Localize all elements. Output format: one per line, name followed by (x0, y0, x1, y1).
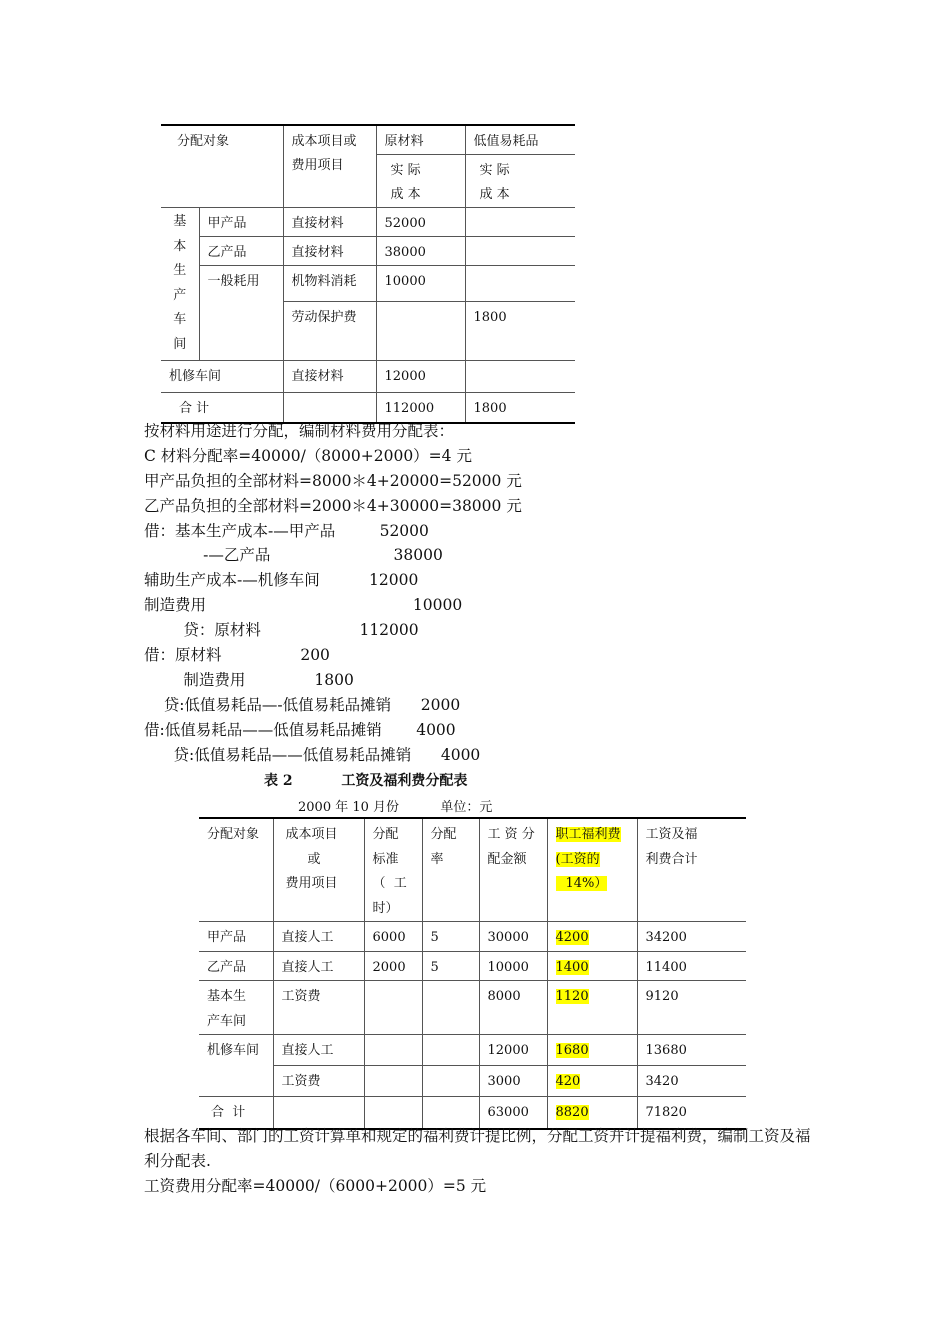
table-cell: 直接材料 (283, 237, 376, 266)
total-label: 合 计 (161, 392, 283, 423)
table-cell: 直接人工 (273, 1035, 364, 1066)
table-cell: 38000 (376, 237, 465, 266)
header-actual-cost-raw: 实 际 成 本 (376, 155, 465, 208)
header-item: 成本项目或 费用项目 (283, 125, 376, 208)
table-cell (422, 1035, 479, 1066)
table-cell (376, 301, 465, 360)
wage-welfare-allocation-table (199, 817, 746, 1130)
table-cell: 71820 (637, 1097, 746, 1129)
table-cell: 13680 (637, 1035, 746, 1066)
table-cell: 30000 (479, 922, 547, 952)
text-line: 制造费用 10000 (144, 596, 463, 615)
text-line: C 材料分配率=40000/（8000+2000）=4 元 (144, 446, 472, 465)
table-cell: 直接人工 (273, 951, 364, 981)
table-cell: 甲产品 (199, 208, 283, 237)
header-welfare: 职工福利费 (工资的 14%） (547, 818, 637, 922)
table-cell: 3000 (479, 1066, 547, 1097)
table-cell (465, 208, 575, 237)
table-cell: 420 (547, 1066, 637, 1097)
text-line: -—乙产品 38000 (144, 546, 443, 565)
text-line: 乙产品负担的全部材料=2000＊4+30000=38000 元 (144, 496, 522, 515)
text-line: 制造费用 1800 (144, 670, 354, 689)
table-cell: 直接材料 (283, 208, 376, 237)
table-cell: 基本生 产车间 (199, 981, 273, 1035)
total-label: 合 计 (199, 1097, 273, 1129)
text-line: 借:低值易耗品——低值易耗品摊销 4000 (144, 720, 456, 739)
table2-title: 表 2 工资及福利费分配表 (264, 773, 468, 789)
journal-entries-text (144, 419, 522, 767)
table-cell: 8820 (547, 1097, 637, 1129)
table-cell: 12000 (479, 1035, 547, 1066)
table-cell: 10000 (376, 266, 465, 302)
table-cell: 机修车间 (199, 1035, 273, 1097)
table-cell: 劳动保护费 (283, 301, 376, 360)
table-cell: 1680 (547, 1035, 637, 1066)
table2-subtitle: 2000 年 10 月份 单位：元 (298, 800, 493, 815)
table-cell: 63000 (479, 1097, 547, 1129)
text-line: 贷:低值易耗品—-低值易耗品摊销 2000 (144, 695, 461, 714)
table-cell (364, 981, 422, 1035)
header-object: 分配对象 (199, 818, 273, 922)
table-cell: 甲产品 (199, 922, 273, 952)
explanation-paragraph (144, 1124, 814, 1199)
header-amount: 工 资 分 配金额 (479, 818, 547, 922)
table-cell: 直接人工 (273, 922, 364, 952)
table-cell (465, 360, 575, 392)
table-cell: 机物料消耗 (283, 266, 376, 302)
table-cell: 52000 (376, 208, 465, 237)
material-allocation-table (161, 124, 575, 424)
table-cell: 1120 (547, 981, 637, 1035)
header-rate: 分配 率 (422, 818, 479, 922)
table-cell: 乙产品 (199, 951, 273, 981)
paragraph-text: 工资费用分配率=40000/（6000+2000）=5 元 (144, 1177, 487, 1195)
table-cell: 1400 (547, 951, 637, 981)
table-cell: 乙产品 (199, 237, 283, 266)
table-cell: 6000 (364, 922, 422, 952)
table-cell (465, 266, 575, 302)
table-cell: 直接材料 (283, 360, 376, 392)
table-cell: 11400 (637, 951, 746, 981)
table-cell: 8000 (479, 981, 547, 1035)
text-line: 按材料用途进行分配，编制材料费用分配表： (144, 422, 455, 440)
text-line: 贷：原材料 112000 (144, 621, 419, 640)
table-cell: 2000 (364, 951, 422, 981)
table-cell: 一般耗用 (199, 266, 283, 361)
table-cell: 9120 (637, 981, 746, 1035)
header-item: 成本项目 或 费用项目 (273, 818, 364, 922)
table-cell (364, 1066, 422, 1097)
table-cell: 3420 (637, 1066, 746, 1097)
table-cell: 10000 (479, 951, 547, 981)
header-total: 工资及福 利费合计 (637, 818, 746, 922)
table-cell (422, 981, 479, 1035)
table-cell: 1800 (465, 392, 575, 423)
table-cell: 工资费 (273, 1066, 364, 1097)
text-line: 借：基本生产成本-—甲产品 52000 (144, 521, 429, 540)
header-low-value: 低值易耗品 (465, 125, 575, 155)
header-actual-cost-low: 实 际 成 本 (465, 155, 575, 208)
header-raw-material: 原材料 (376, 125, 465, 155)
table-cell: 112000 (376, 392, 465, 423)
table-cell: 4200 (547, 922, 637, 952)
text-line: 甲产品负担的全部材料=8000＊4+20000=52000 元 (144, 471, 522, 490)
table-cell (422, 1066, 479, 1097)
table-cell: 5 (422, 951, 479, 981)
table-cell: 1800 (465, 301, 575, 360)
header-standard: 分配 标准 （ 工 时） (364, 818, 422, 922)
table-cell: 工资费 (273, 981, 364, 1035)
header-object: 分配对象 (161, 125, 283, 208)
table-cell: 机修车间 (161, 360, 283, 392)
text-line: 借：原材料 200 (144, 646, 330, 665)
table-cell (465, 237, 575, 266)
table-cell (364, 1035, 422, 1066)
text-line: 辅助生产成本-—机修车间 12000 (144, 571, 419, 590)
group-label-basic-workshop: 基 本 生 产 车 间 (161, 208, 199, 361)
table-cell: 34200 (637, 922, 746, 952)
table-cell: 5 (422, 922, 479, 952)
text-line: 贷:低值易耗品——低值易耗品摊销 4000 (144, 745, 481, 764)
table-cell: 12000 (376, 360, 465, 392)
paragraph-text: 根据各车间、部门的工资计算单和规定的福利费计提比例，分配工资并计提福利费，编制工资及福利分配表. (144, 1127, 811, 1170)
